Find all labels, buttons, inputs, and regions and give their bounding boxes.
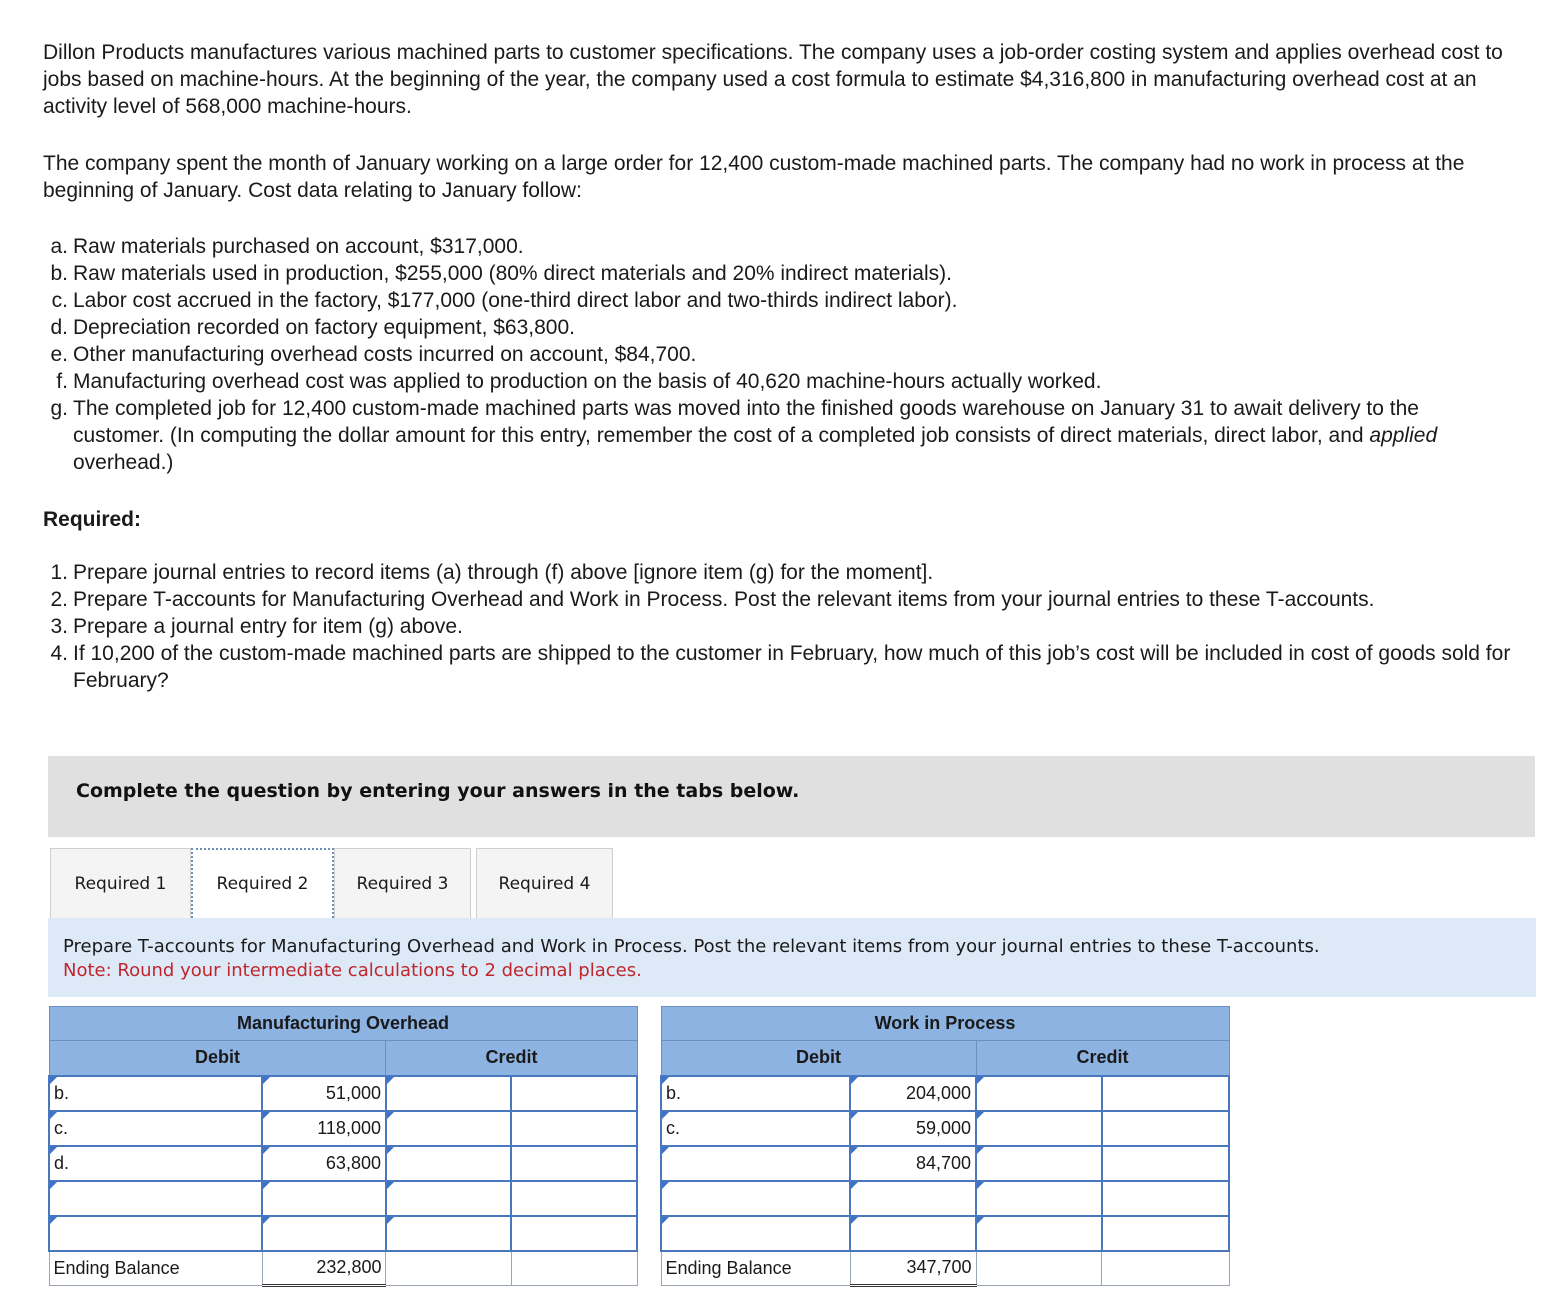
table-row — [661, 1146, 1229, 1181]
tab-required-2[interactable]: Required 2 — [191, 848, 334, 918]
credit-label-cell[interactable] — [976, 1076, 1101, 1111]
debit-amount-cell[interactable]: 51,000 — [262, 1076, 386, 1111]
credit-amount-cell[interactable] — [1102, 1111, 1230, 1146]
instructions-panel — [48, 918, 1536, 997]
debit-header: Debit — [661, 1041, 976, 1076]
debit-amount-cell[interactable]: 63,800 — [262, 1146, 386, 1181]
intro-paragraph-1: Dillon Products manufactures various machined parts to customer specifications. The company uses a job-order costing system and applies overhead cost to jobs based on machine-hours. At the beginning of the year, the company used a cost formula to estimate $4,316,800 in manufacturing overhead cost at an activity level of 568,000 machine-hours. — [43, 41, 1503, 118]
t-account-title: Manufacturing Overhead — [49, 1007, 637, 1041]
required-list — [43, 559, 1513, 694]
debit-amount-cell[interactable] — [850, 1181, 976, 1216]
item-label: g. — [50, 397, 68, 420]
credit-label-cell[interactable] — [386, 1111, 511, 1146]
credit-label-cell[interactable] — [976, 1111, 1101, 1146]
instructions-text: Prepare T-accounts for Manufacturing Overhead and Work in Process. Post the relevant items from your journal entries to these T-accounts. — [63, 936, 1320, 957]
ending-balance-debit: 347,700 — [850, 1251, 976, 1286]
table-row — [49, 1111, 637, 1146]
debit-amount-cell[interactable]: 59,000 — [850, 1111, 976, 1146]
instructions-note: Note: Round your intermediate calculations to 2 decimal places. — [63, 960, 642, 981]
ending-balance-label: Ending Balance — [661, 1251, 850, 1286]
complete-question-banner — [48, 756, 1535, 837]
item-label: 4. — [50, 642, 68, 665]
intro-paragraph-2: The company spent the month of January working on a large order for 12,400 custom-made machined parts. The company had no work in process at the beginning of January. Cost data relating to January follow: — [43, 152, 1465, 202]
credit-header: Credit — [386, 1041, 637, 1076]
debit-amount-cell[interactable]: 118,000 — [262, 1111, 386, 1146]
credit-label-cell[interactable] — [976, 1216, 1101, 1251]
manufacturing-overhead-t-account — [48, 1006, 638, 1287]
ending-balance-credit-label — [386, 1251, 511, 1286]
tab-required-4[interactable]: Required 4 — [476, 848, 613, 918]
account-label-cell[interactable] — [661, 1216, 850, 1251]
debit-amount-cell[interactable] — [262, 1216, 386, 1251]
table-row — [49, 1181, 637, 1216]
item-label: 2. — [50, 588, 68, 611]
credit-label-cell[interactable] — [386, 1181, 511, 1216]
account-label-cell[interactable] — [661, 1181, 850, 1216]
ending-balance-credit — [1102, 1251, 1230, 1286]
item-text: Labor cost accrued in the factory, $177,000 (one-third direct labor and two-thirds indirect labor). — [73, 289, 958, 312]
account-label-cell[interactable] — [49, 1181, 262, 1216]
credit-amount-cell[interactable] — [511, 1111, 637, 1146]
ending-balance-row — [49, 1251, 637, 1286]
credit-label-cell[interactable] — [976, 1181, 1101, 1216]
account-label-cell[interactable] — [49, 1216, 262, 1251]
account-label-cell[interactable] — [661, 1146, 850, 1181]
item-text: Depreciation recorded on factory equipment, $63,800. — [73, 316, 575, 339]
item-text: Prepare journal entries to record items (a) through (f) above [ignore item (g) for the moment]. — [73, 561, 934, 584]
ending-balance-row — [661, 1251, 1229, 1286]
account-label-cell[interactable]: c. — [49, 1111, 262, 1146]
list-item — [43, 586, 1513, 613]
item-text: Raw materials purchased on account, $317,000. — [73, 235, 524, 258]
credit-amount-cell[interactable] — [1102, 1146, 1230, 1181]
credit-amount-cell[interactable] — [511, 1181, 637, 1216]
credit-amount-cell[interactable] — [511, 1146, 637, 1181]
list-item — [43, 341, 1513, 368]
list-item — [43, 260, 1513, 287]
required-heading: Required: — [43, 508, 142, 531]
item-text: If 10,200 of the custom-made machined parts are shipped to the customer in February, how much of this job’s cost will be included in cost of goods sold for February? — [73, 642, 1511, 692]
item-label: b. — [50, 262, 68, 285]
tab-required-1[interactable]: Required 1 — [50, 848, 191, 918]
credit-amount-cell[interactable] — [1102, 1216, 1230, 1251]
credit-amount-cell[interactable] — [1102, 1076, 1230, 1111]
item-text: Manufacturing overhead cost was applied to production on the basis of 40,620 machine-hours actually worked. — [73, 370, 1102, 393]
item-text-part: overhead.) — [73, 451, 174, 474]
item-label: 1. — [50, 561, 68, 584]
tab-required-3[interactable]: Required 3 — [334, 848, 471, 918]
debit-amount-cell[interactable]: 204,000 — [850, 1076, 976, 1111]
t-account-title: Work in Process — [661, 1007, 1229, 1041]
credit-label-cell[interactable] — [976, 1146, 1101, 1181]
item-label: e. — [50, 343, 68, 366]
credit-label-cell[interactable] — [386, 1076, 511, 1111]
credit-header: Credit — [976, 1041, 1229, 1076]
account-label-cell[interactable]: d. — [49, 1146, 262, 1181]
table-row — [49, 1076, 637, 1111]
list-item — [43, 314, 1513, 341]
table-row — [49, 1216, 637, 1251]
account-label-cell[interactable]: c. — [661, 1111, 850, 1146]
credit-amount-cell[interactable] — [1102, 1181, 1230, 1216]
table-row — [661, 1076, 1229, 1111]
work-in-process-t-account — [660, 1006, 1230, 1287]
credit-amount-cell[interactable] — [511, 1076, 637, 1111]
table-row — [661, 1111, 1229, 1146]
table-row — [661, 1216, 1229, 1251]
list-item — [43, 368, 1513, 395]
credit-label-cell[interactable] — [386, 1146, 511, 1181]
list-item — [43, 287, 1513, 314]
item-label: f. — [56, 370, 68, 393]
debit-amount-cell[interactable] — [850, 1216, 976, 1251]
credit-label-cell[interactable] — [386, 1216, 511, 1251]
item-text-part: The completed job for 12,400 custom-made machined parts was moved into the finished goods warehouse on January 31 to await delivery to the customer. (In computing the dollar amount for this entry, remember the cost of a completed job consists of direct materials, direct labor, and — [73, 397, 1419, 447]
ending-balance-label: Ending Balance — [49, 1251, 262, 1286]
item-label: c. — [51, 289, 68, 312]
list-item — [43, 233, 1513, 260]
item-text: Other manufacturing overhead costs incurred on account, $84,700. — [73, 343, 697, 366]
ending-balance-debit: 232,800 — [262, 1251, 386, 1286]
ending-balance-credit-label — [976, 1251, 1101, 1286]
debit-amount-cell[interactable]: 84,700 — [850, 1146, 976, 1181]
list-item — [43, 559, 1513, 586]
item-text: Raw materials used in production, $255,000 (80% direct materials and 20% indirect materials). — [73, 262, 952, 285]
list-item — [43, 613, 1513, 640]
credit-amount-cell[interactable] — [511, 1216, 637, 1251]
debit-header: Debit — [49, 1041, 386, 1076]
ending-balance-credit — [511, 1251, 637, 1286]
debit-amount-cell[interactable] — [262, 1181, 386, 1216]
item-text-italic: applied — [1369, 424, 1438, 447]
list-item — [43, 395, 1513, 476]
item-text: Prepare a journal entry for item (g) above. — [73, 615, 463, 638]
item-text: Prepare T-accounts for Manufacturing Overhead and Work in Process. Post the relevant items from your journal entries to these T-accounts. — [73, 588, 1375, 611]
table-row — [661, 1181, 1229, 1216]
cost-data-list — [43, 233, 1513, 476]
item-label: 3. — [50, 615, 68, 638]
account-label-cell[interactable]: b. — [49, 1076, 262, 1111]
item-label: a. — [50, 235, 68, 258]
complete-question-text: Complete the question by entering your answers in the tabs below. — [76, 780, 800, 802]
item-label: d. — [50, 316, 68, 339]
list-item — [43, 640, 1513, 694]
table-row — [49, 1146, 637, 1181]
account-label-cell[interactable]: b. — [661, 1076, 850, 1111]
item-text — [73, 395, 1513, 476]
